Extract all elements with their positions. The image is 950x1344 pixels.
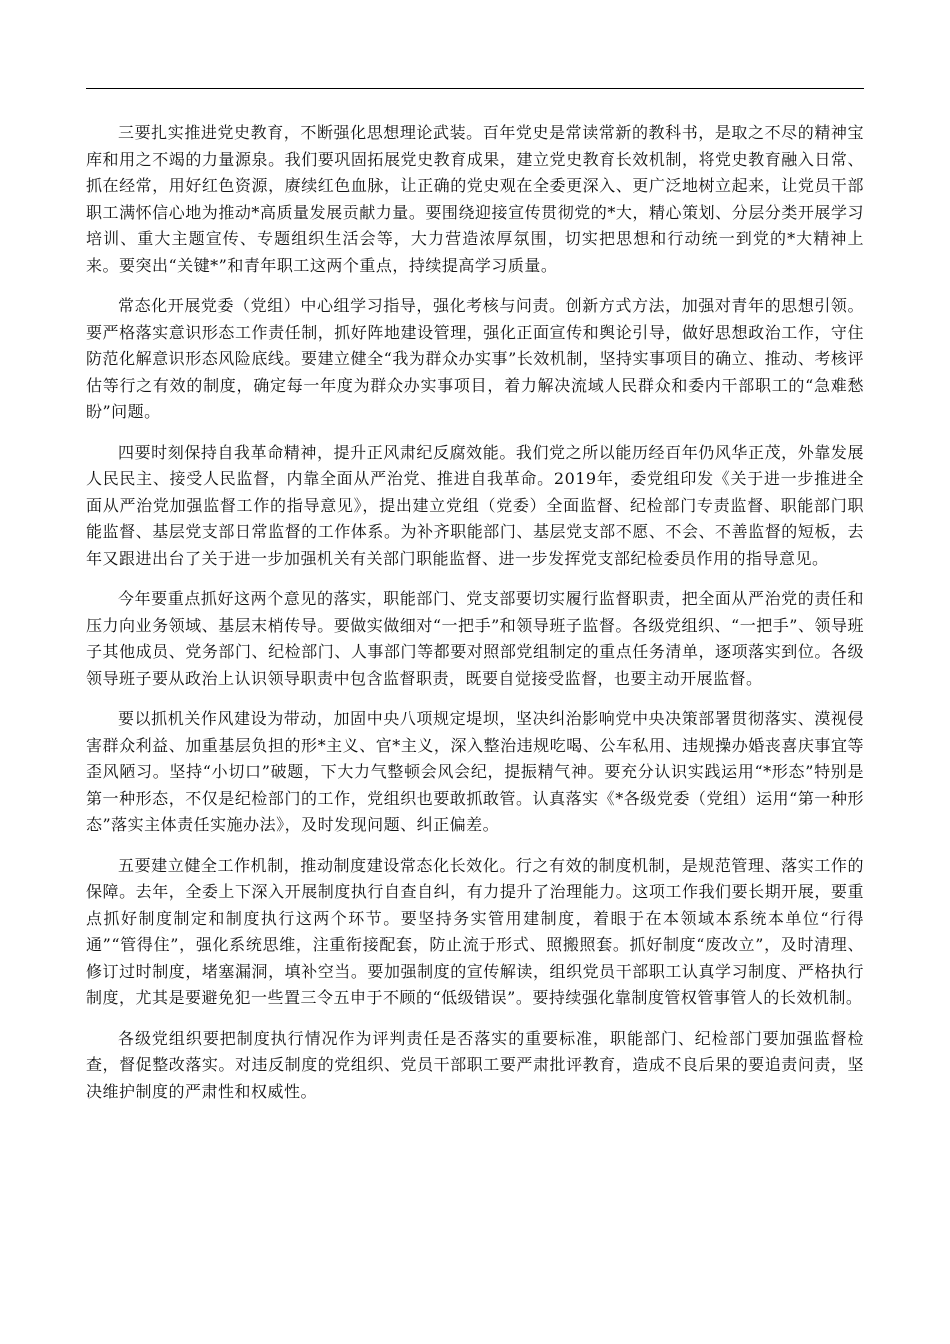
paragraph-7: 各级党组织要把制度执行情况作为评判责任是否落实的重要标准，职能部门、纪检部门要加强监督检查，督促整改落实。对违反制度的党组织、党员干部职工要严肃批评教育，造成不良后果的要追责问责，坚决维护制度的严肃性和权威性。	[86, 1028, 864, 1101]
paragraph-3: 四要时刻保持自我革命精神，提升正风肃纪反腐效能。我们党之所以能历经百年仍风华正茂，外靠发展人民民主、接受人民监督，内靠全面从严治党、推进自我革命。2019年，委党组印发《关于进一步推进全面从严治党加强监督工作的指导意见》，提出建立党组（党委）全面监督、纪检部门专责监督、职能部门职能监督、基层党支部日常监督的工作体系。为补齐职能部门、基层党支部不愿、不会、不善监督的短板，去年又跟进出台了关于进一步加强机关有关部门职能监督、进一步发挥党支部纪检委员作用的指导意见。	[86, 442, 864, 568]
document-body	[86, 120, 864, 1119]
paragraph-2: 常态化开展党委（党组）中心组学习指导，强化考核与问责。创新方式方法，加强对青年的思想引领。要严格落实意识形态工作责任制，抓好阵地建设管理，强化正面宣传和舆论引导，做好思想政治工作，守住防范化解意识形态风险底线。要建立健全“我为群众办实事”长效机制，坚持实事项目的确立、推动、考核评估等行之有效的制度，确定每一年度为群众办实事项目，着力解决流域人民群众和委内干部职工的“急难愁盼”问题。	[86, 296, 864, 421]
paragraph-4: 今年要重点抓好这两个意见的落实，职能部门、党支部要切实履行监督职责，把全面从严治党的责任和压力向业务领域、基层末梢传导。要做实做细对“一把手”和领导班子监督。各级党组织、“一把手”、领导班子其他成员、党务部门、纪检部门、人事部门等都要对照部党组制定的重点任务清单，逐项落实到位。各级领导班子要从政治上认识领导职责中包含监督职责，既要自觉接受监督，也要主动开展监督。	[86, 589, 864, 688]
paragraph-6: 五要建立健全工作机制，推动制度建设常态化长效化。行之有效的制度机制，是规范管理、落实工作的保障。去年，全委上下深入开展制度执行自查自纠，有力提升了治理能力。这项工作我们要长期开展，要重点抓好制度制定和制度执行这两个环节。要坚持务实管用建制度，着眼于在本领域本系统本单位“行得通”“管得住”，强化系统思维，注重衔接配套，防止流于形式、照搬照套。抓好制度“废改立”，及时清理、修订过时制度，堵塞漏洞，填补空当。要加强制度的宣传解读，组织党员干部职工认真学习制度、严格执行制度，尤其是要避免犯一些置三令五申于不顾的“低级错误”。要持续强化靠制度管权管事管人的长效机制。	[86, 855, 864, 1007]
paragraph-5: 要以抓机关作风建设为带动，加固中央八项规定堤坝，坚决纠治影响党中央决策部署贯彻落实、漠视侵害群众利益、加重基层负担的形*主义、官*主义，深入整治违规吃喝、公车私用、违规操办婚丧喜庆事宜等歪风陋习。坚持“小切口”破题，下大力气整顿会风会纪，提振精气神。要充分认识实践运用“*形态”特别是第一种形态，不仅是纪检部门的工作，党组织也要敢抓敢管。认真落实《*各级党委（党组）运用“第一种形态”落实主体责任实施办法》，及时发现问题、纠正偏差。	[86, 709, 864, 834]
paragraph-1: 三要扎实推进党史教育，不断强化思想理论武装。百年党史是常读常新的教科书，是取之不尽的精神宝库和用之不竭的力量源泉。我们要巩固拓展党史教育成果，建立党史教育长效机制，将党史教育融入日常、抓在经常，用好红色资源，赓续红色血脉，让正确的党史观在全委更深入、更广泛地树立起来，让党员干部职工满怀信心地为推动*高质量发展贡献力量。要围绕迎接宣传贯彻党的*大，精心策划、分层分类开展学习培训、重大主题宣传、专题组织生活会等，大力营造浓厚氛围，切实把思想和行动统一到党的*大精神上来。要突出“关键*”和青年职工这两个重点，持续提高学习质量。	[86, 123, 864, 275]
header-rule	[86, 88, 864, 89]
